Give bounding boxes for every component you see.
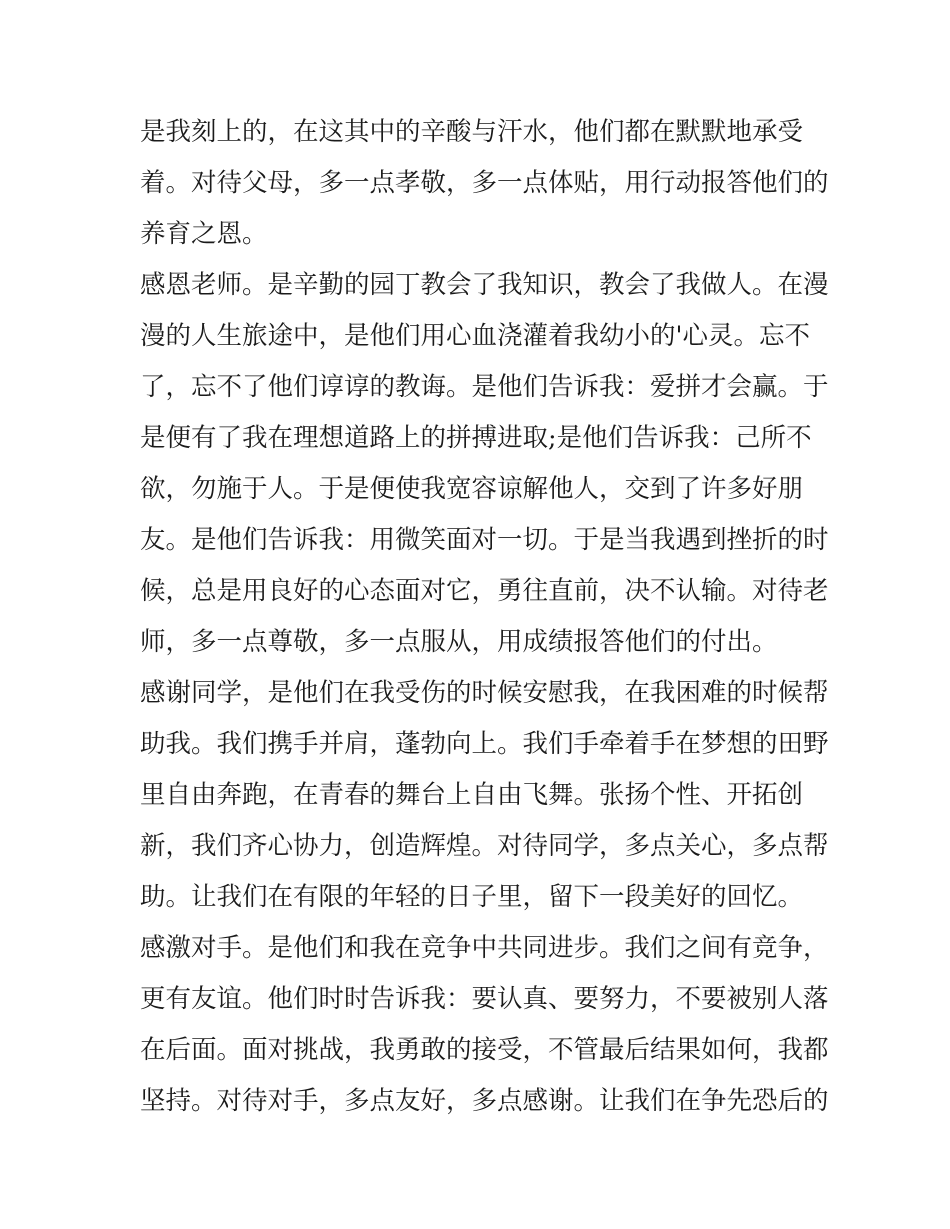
text-line: 了，忘不了他们谆谆的教诲。是他们告诉我：爱拼才会赢。于 <box>140 372 829 402</box>
text-line: 感激对手。是他们和我在竞争中共同进步。我们之间有竞争， <box>140 933 829 963</box>
text-line: 候，总是用良好的心态面对它，勇往直前，决不认输。对待老 <box>140 576 829 606</box>
text-line: 感恩老师。是辛勤的园丁教会了我知识，教会了我做人。在漫 <box>140 270 829 300</box>
text-line: 更有友谊。他们时时告诉我：要认真、要努力，不要被别人落 <box>140 984 829 1014</box>
text-line: 养育之恩。 <box>140 219 268 249</box>
text-line: 友。是他们告诉我：用微笑面对一切。于是当我遇到挫折的时 <box>140 525 829 555</box>
text-line: 是便有了我在理想道路上的拼搏进取;是他们告诉我：己所不 <box>140 423 812 453</box>
text-line: 是我刻上的，在这其中的辛酸与汗水，他们都在默默地承受 <box>140 117 804 147</box>
text-line: 助。让我们在有限的年轻的日子里，留下一段美好的回忆。 <box>140 882 804 912</box>
text-line: 师，多一点尊敬，多一点服从，用成绩报答他们的付出。 <box>140 627 778 657</box>
text-line: 新，我们齐心协力，创造辉煌。对待同学，多点关心，多点帮 <box>140 831 829 861</box>
text-line: 里自由奔跑，在青春的舞台上自由飞舞。张扬个性、开拓创 <box>140 780 804 810</box>
text-line: 着。对待父母，多一点孝敬，多一点体贴，用行动报答他们的 <box>140 168 829 198</box>
text-line: 欲，勿施于人。于是便使我宽容谅解他人，交到了许多好朋 <box>140 474 804 504</box>
text-line: 坚持。对待对手，多点友好，多点感谢。让我们在争先恐后的 <box>140 1086 829 1116</box>
text-line: 助我。我们携手并肩，蓬勃向上。我们手牵着手在梦想的田野 <box>140 729 829 759</box>
text-line: 在后面。面对挑战，我勇敢的接受，不管最后结果如何，我都 <box>140 1035 829 1065</box>
text-line: 感谢同学，是他们在我受伤的时候安慰我，在我困难的时候帮 <box>140 678 829 708</box>
body-text <box>140 107 829 1127</box>
text-line: 漫的人生旅途中，是他们用心血浇灌着我幼小的'心灵。忘不 <box>140 321 811 351</box>
